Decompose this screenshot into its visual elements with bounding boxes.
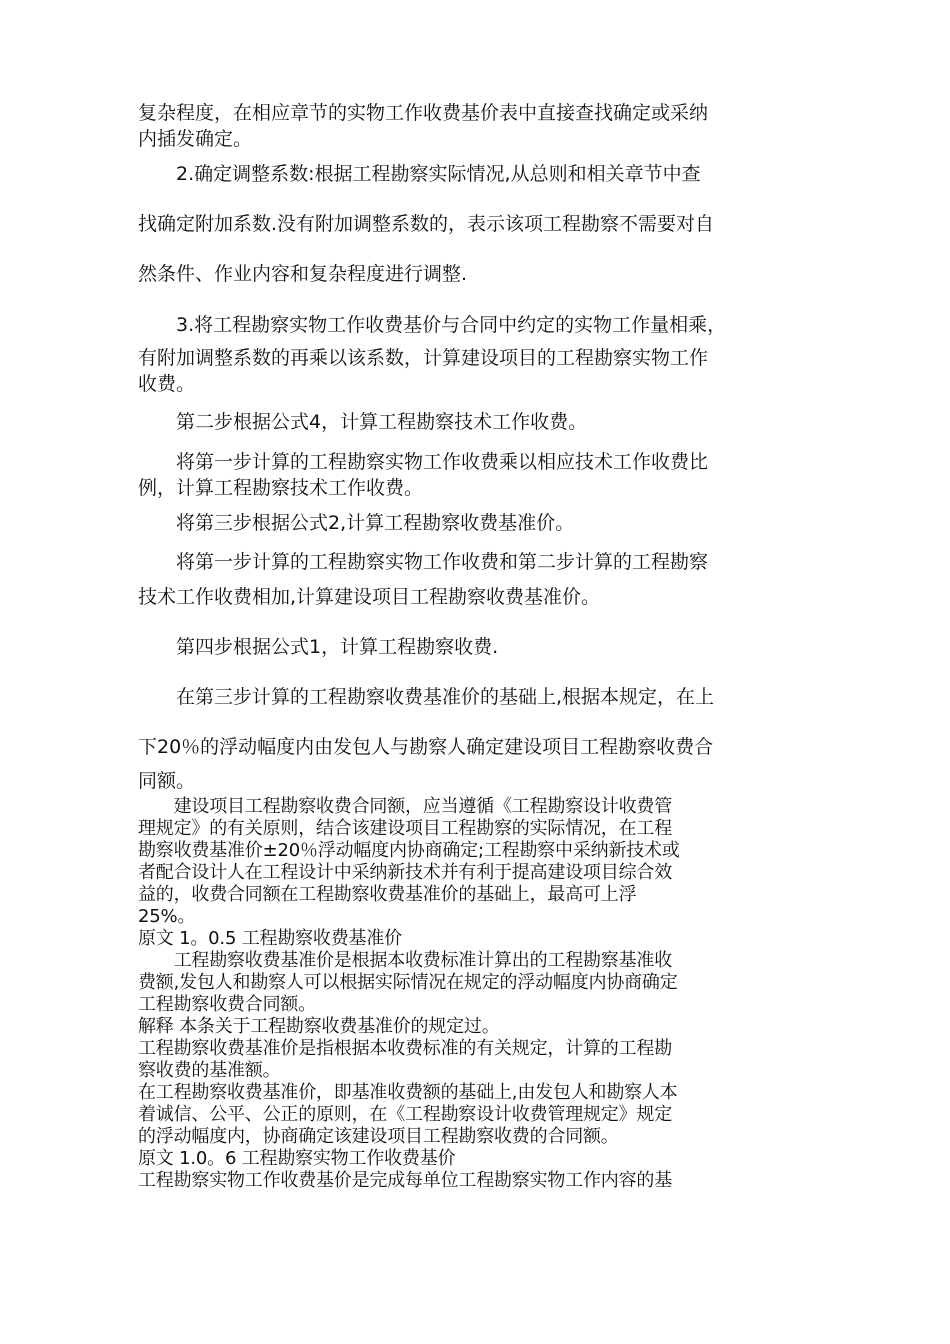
paragraph-12 bbox=[138, 634, 828, 660]
text-line: 在第三步计算的工程勘察收费基准价的基础上,根据本规定，在上 bbox=[138, 686, 715, 708]
text-line: 技术工作收费相加,计算建设项目工程勘察收费基准价。 bbox=[138, 586, 601, 608]
text-line: 解释 本条关于工程勘察收费基准价的规定过。 bbox=[138, 1016, 500, 1037]
text-line: 勘察收费基准价±20％浮动幅度内协商确定;工程勘察中采纳新技术或 bbox=[138, 840, 680, 861]
text-line: 工程勘察收费基准价是根据本收费标准计算出的工程勘察基准收 bbox=[138, 950, 672, 971]
text-line: 将第一步计算的工程勘察实物工作收费乘以相应技术工作收费比 bbox=[138, 451, 709, 473]
text-line: 建设项目工程勘察收费合同额，应当遵循《工程勘察设计收费管 bbox=[138, 796, 672, 817]
text-line: 将第一步计算的工程勘察实物工作收费和第二步计算的工程勘察 bbox=[138, 551, 709, 573]
text-line: 2.确定调整系数:根据工程勘察实际情况,从总则和相关章节中查 bbox=[138, 163, 701, 185]
text-line: 第二步根据公式4，计算工程勘察技术工作收费。 bbox=[138, 411, 588, 433]
text-line: 找确定附加系数.没有附加调整系数的，表示该项工程勘察不需要对自 bbox=[138, 213, 715, 235]
paragraph-7 bbox=[138, 409, 828, 435]
text-line: 第四步根据公式1，计算工程勘察收费. bbox=[138, 636, 499, 658]
text-line: 工程勘察收费基准价是指根据本收费标准的有关规定，计算的工程勘 bbox=[138, 1038, 672, 1059]
text-line: 复杂程度，在相应章节的实物工作收费基价表中直接查找确定或采纳 bbox=[138, 102, 709, 124]
text-line: 的浮动幅度内，协商确定该建设项目工程勘察收费的合同额。 bbox=[138, 1126, 619, 1147]
text-line: 理规定》的有关原则，结合该建设项目工程勘察的实际情况，在工程 bbox=[138, 818, 672, 839]
text-line: 者配合设计人在工程设计中采纳新技术并有利于提高建设项目综合效 bbox=[138, 862, 672, 883]
text-line: 工程勘察收费合同额。 bbox=[138, 994, 316, 1015]
paragraph-8 bbox=[138, 449, 828, 501]
text-line: 将第三步根据公式2,计算工程勘察收费基准价。 bbox=[138, 512, 575, 534]
paragraph-5 bbox=[138, 312, 828, 338]
text-line: 在工程勘察收费基准价，即基准收费额的基础上,由发包人和勘察人本 bbox=[138, 1082, 678, 1103]
text-line: 同额。 bbox=[138, 770, 196, 792]
text-line: 收费。 bbox=[138, 373, 196, 395]
paragraph-9 bbox=[138, 510, 828, 536]
text-line: 益的，收费合同额在工程勘察收费基准价的基础上，最高可上浮 bbox=[138, 884, 637, 905]
text-line: 有附加调整系数的再乘以该系数，计算建设项目的工程勘察实物工作 bbox=[138, 347, 709, 369]
text-line: 着诚信、公平、公正的原则，在《工程勘察设计收费管理规定》规定 bbox=[138, 1104, 672, 1125]
text-line: 下20％的浮动幅度内由发包人与勘察人确定建设项目工程勘察收费合 bbox=[138, 736, 714, 758]
paragraph-14 bbox=[138, 734, 828, 760]
text-line: 察收费的基准额。 bbox=[138, 1060, 281, 1081]
text-line: 25%。 bbox=[138, 906, 196, 927]
text-line: 工程勘察实物工作收费基价是完成每单位工程勘察实物工作内容的基 bbox=[138, 1170, 672, 1191]
paragraph-2 bbox=[138, 161, 828, 187]
paragraph-11 bbox=[138, 584, 828, 610]
text-line: 原文 1.0。6 工程勘察实物工作收费基价 bbox=[138, 1148, 456, 1169]
text-line: 原文 1。0.5 工程勘察收费基准价 bbox=[138, 928, 402, 949]
paragraph-15 bbox=[138, 768, 828, 794]
paragraph-3 bbox=[138, 211, 828, 237]
paragraph-10 bbox=[138, 549, 828, 575]
text-line: 例，计算工程勘察技术工作收费。 bbox=[138, 477, 424, 499]
paragraph-16 bbox=[138, 796, 828, 1192]
paragraph-1 bbox=[138, 100, 828, 152]
text-line: 内插发确定。 bbox=[138, 128, 253, 150]
text-line: 3.将工程勘察实物工作收费基价与合同中约定的实物工作量相乘， bbox=[138, 314, 727, 336]
paragraph-6 bbox=[138, 345, 828, 397]
text-line: 费额,发包人和勘察人可以根据实际情况在规定的浮动幅度内协商确定 bbox=[138, 972, 678, 993]
paragraph-13 bbox=[138, 684, 828, 710]
paragraph-4 bbox=[138, 261, 828, 287]
text-line: 然条件、作业内容和复杂程度进行调整. bbox=[138, 263, 468, 285]
